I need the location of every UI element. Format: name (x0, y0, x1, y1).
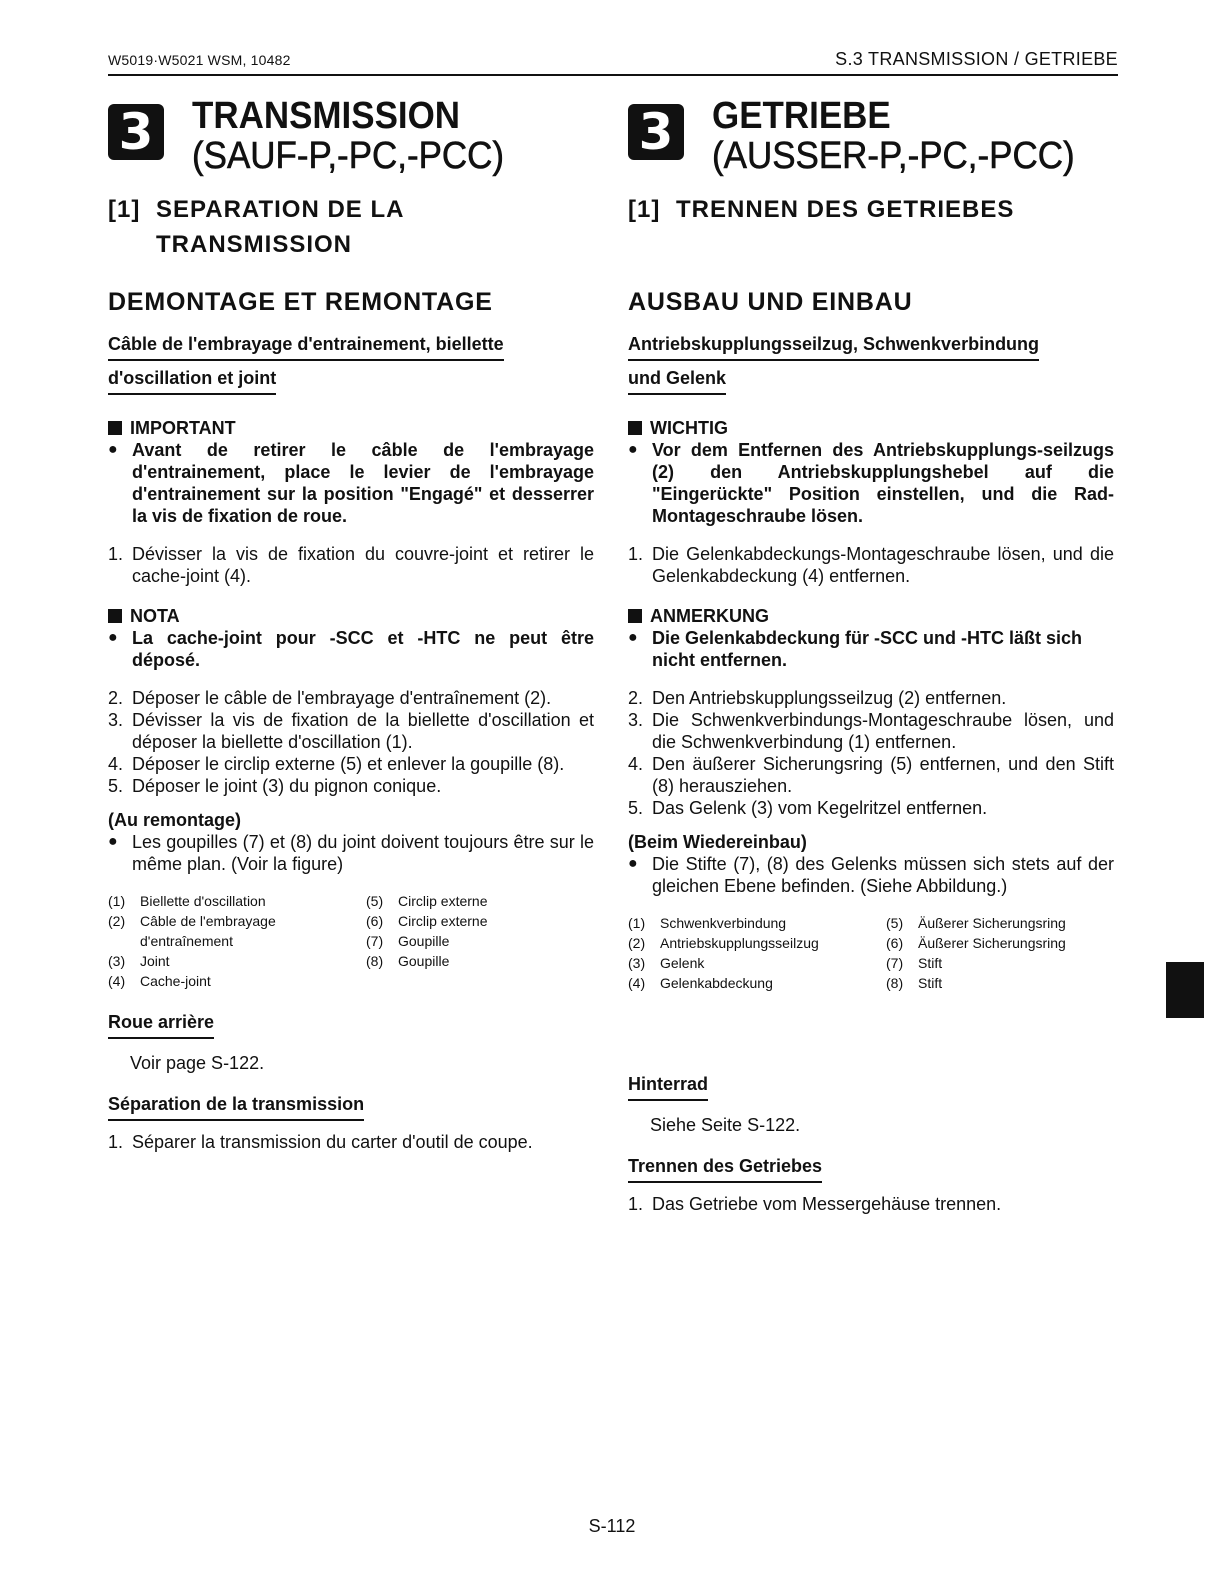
legend-item (366, 931, 594, 951)
legend-key: (1) (628, 915, 646, 931)
square-bullet-icon (628, 421, 642, 435)
step-text: Séparer la transmission du carter d'outil de coupe. (132, 1132, 533, 1152)
legend-value: Schwenkverbindung (660, 915, 787, 931)
french-column (108, 96, 594, 1153)
parts-legend-fr (108, 891, 594, 991)
legend-key: (7) (366, 933, 384, 949)
legend-value: Goupille (398, 953, 450, 969)
legend-item (108, 951, 366, 971)
topic-heading-line1: Câble de l'embrayage d'entrainement, biellette (108, 331, 504, 361)
step-number: 3. (108, 710, 124, 730)
legend-value: Câble de l'embrayage d'entraînement (140, 913, 276, 949)
step-text: Die Schwenkverbindungs-Montageschraube lösen, und die Schwenkverbindung (1) entfernen. (652, 710, 1114, 752)
chapter-title-line2: (SAUF-P,-PC,-PCC) (192, 135, 505, 177)
step-text: Das Gelenk (3) vom Kegelritzel entfernen. (652, 798, 988, 818)
chapter-number-badge: 3 (628, 104, 684, 160)
chapter-title-text (192, 96, 504, 176)
important-note-text: Vor dem Entfernen des Antriebskupplungs-seilzugs (2) den Antriebskupplungshebel auf die "Eingerückte" Position einstellen, und die Rad-Montageschraube lösen. (652, 440, 1114, 526)
bullet-icon: ● (108, 441, 118, 458)
topic-heading-de (628, 331, 1114, 399)
list-item (628, 797, 1114, 819)
legend-value: Äußerer Sicherungsring (918, 935, 1066, 951)
step-1-fr (108, 543, 594, 587)
chapter-title-text (712, 96, 1075, 176)
step-text: Den Antriebskupplungsseilzug (2) entfernen. (652, 688, 1007, 708)
topic-heading: Trennen des Getriebes (628, 1153, 822, 1183)
header-rule (108, 74, 1118, 76)
bullet-icon: ● (628, 855, 638, 872)
legend-key: (3) (628, 955, 646, 971)
nota-label-text: NOTA (130, 606, 180, 626)
important-label-de (628, 417, 1114, 439)
step-number: 2. (108, 688, 124, 708)
reassembly-note-text: Die Stifte (7), (8) des Gelenks müssen sich stets auf der gleichen Ebene befinden. (Siehe Abbildung.) (652, 854, 1114, 896)
subsection-heading-de: AUSBAU UND EINBAU (628, 288, 913, 316)
legend-key: (1) (108, 893, 126, 909)
nota-label-de (628, 605, 1114, 627)
list-item (628, 687, 1114, 709)
step-number: 1. (108, 544, 124, 564)
list-item (108, 775, 594, 797)
section-title: TRENNEN DES GETRIEBES (676, 196, 1015, 223)
legend-item (628, 953, 886, 973)
step-text: Dévisser la vis de fixation du couvre-joint et retirer le cache-joint (4). (132, 544, 594, 586)
chapter-thumb-tab (1166, 962, 1204, 1018)
nota-note-text: La cache-joint pour -SCC et -HTC ne peut être déposé. (132, 628, 594, 670)
legend-item (108, 911, 366, 951)
legend-item (886, 913, 1114, 933)
reassembly-note-text: Les goupilles (7) et (8) du joint doivent toujours être sur le même plan. (Voir la figure) (132, 832, 594, 874)
legend-item (108, 971, 366, 991)
legend-key: (6) (886, 935, 904, 951)
legend-value: Goupille (398, 933, 450, 949)
rear-wheel-text-fr: Voir page S-122. (130, 1053, 265, 1073)
legend-value: Joint (140, 953, 170, 969)
steps-list-de (628, 687, 1114, 819)
chapter-title-fr (108, 96, 594, 192)
step-number: 1. (108, 1132, 124, 1152)
topic-heading-fr (108, 331, 594, 399)
section-heading-fr (108, 192, 594, 262)
bullet-icon: ● (108, 629, 118, 646)
important-note-de (628, 439, 1114, 527)
legend-value: Gelenk (660, 955, 705, 971)
step-number: 1. (628, 1194, 644, 1214)
rear-wheel-heading-de (628, 1071, 1114, 1105)
list-item (108, 687, 594, 709)
separation-step-fr (108, 1131, 594, 1153)
topic-heading: Séparation de la transmission (108, 1091, 364, 1121)
chapter-title-line1: GETRIEBE (712, 95, 891, 137)
step-number: 3. (628, 710, 644, 730)
page-number: S-112 (588, 1516, 636, 1536)
step-text: Den äußerer Sicherungsring (5) entfernen, und den Stift (8) herausziehen. (652, 754, 1114, 796)
chapter-number-badge: 3 (108, 104, 164, 160)
bullet-icon: ● (108, 833, 118, 850)
subsection-heading-fr: DEMONTAGE ET REMONTAGE (108, 288, 493, 316)
legend-key: (5) (366, 893, 384, 909)
legend-item (628, 933, 886, 953)
separation-heading-fr (108, 1091, 594, 1125)
legend-item (886, 933, 1114, 953)
separation-step-de (628, 1193, 1114, 1215)
legend-value: Stift (918, 955, 943, 971)
topic-heading-line2: d'oscillation et joint (108, 365, 276, 395)
legend-value: Äußerer Sicherungsring (918, 915, 1066, 931)
important-label-fr (108, 417, 594, 439)
legend-value: Cache-joint (140, 973, 211, 989)
step-text: Déposer le joint (3) du pignon conique. (132, 776, 442, 796)
step-number: 5. (628, 798, 644, 818)
legend-key: (2) (628, 935, 646, 951)
step-text: Dévisser la vis de fixation de la biellette d'oscillation et déposer la biellette d'oscillation (1). (132, 710, 594, 752)
step-text: Das Getriebe vom Messergehäuse trennen. (652, 1194, 1002, 1214)
legend-item (628, 973, 886, 993)
reassembly-note-fr (108, 831, 594, 875)
legend-item (886, 973, 1114, 993)
step-number: 5. (108, 776, 124, 796)
topic-heading: Hinterrad (628, 1071, 708, 1101)
step-text: Die Gelenkabdeckungs-Montageschraube lösen, und die Gelenkabdeckung (4) entfernen. (652, 544, 1114, 586)
square-bullet-icon (628, 609, 642, 623)
legend-value: Antriebskupplungsseilzug (660, 935, 819, 951)
parts-legend-de (628, 913, 1114, 993)
nota-label-fr (108, 605, 594, 627)
rear-wheel-heading-fr (108, 1009, 594, 1043)
chapter-title-line1: TRANSMISSION (192, 95, 461, 137)
section-number: [1] (628, 196, 661, 223)
legend-key: (3) (108, 953, 126, 969)
legend-value: Gelenkabdeckung (660, 975, 773, 991)
list-item (628, 753, 1114, 797)
square-bullet-icon (108, 609, 122, 623)
list-item (628, 709, 1114, 753)
legend-key: (8) (366, 953, 384, 969)
legend-item (366, 911, 594, 931)
important-note-fr (108, 439, 594, 527)
legend-item (886, 953, 1114, 973)
legend-value: Circlip externe (398, 913, 488, 929)
section-heading-de (628, 192, 1114, 227)
square-bullet-icon (108, 421, 122, 435)
step-number: 1. (628, 544, 644, 564)
important-label-text: IMPORTANT (130, 418, 236, 438)
reassembly-label-de: (Beim Wiedereinbau) (628, 832, 807, 852)
topic-heading-line1: Antriebskupplungsseilzug, Schwenkverbindung (628, 331, 1039, 361)
document-reference: W5019·W5021 WSM, 10482 (108, 52, 291, 68)
legend-item (108, 891, 366, 911)
german-column (628, 96, 1114, 1215)
steps-list-fr (108, 687, 594, 797)
legend-value: Circlip externe (398, 893, 488, 909)
legend-key: (8) (886, 975, 904, 991)
step-number: 4. (628, 754, 644, 774)
legend-item (628, 913, 886, 933)
step-text: Déposer le circlip externe (5) et enlever la goupille (8). (132, 754, 565, 774)
separation-heading-de (628, 1153, 1114, 1187)
step-number: 4. (108, 754, 124, 774)
section-header: S.3 TRANSMISSION / GETRIEBE (835, 49, 1118, 69)
legend-key: (4) (108, 973, 126, 989)
step-text: Déposer le câble de l'embrayage d'entraînement (2). (132, 688, 552, 708)
section-title: SEPARATION DE LA TRANSMISSION (156, 196, 404, 258)
important-note-text: Avant de retirer le câble de l'embrayage d'entrainement, place le levier de l'embrayage d'entrainement sur la position "Engagé" et desserrer la vis de fixation de roue. (132, 440, 594, 526)
legend-key: (7) (886, 955, 904, 971)
legend-key: (6) (366, 913, 384, 929)
chapter-title-line2: (AUSSER-P,-PC,-PCC) (712, 135, 1075, 177)
bullet-icon: ● (628, 629, 638, 646)
legend-value: Biellette d'oscillation (140, 893, 266, 909)
legend-value: Stift (918, 975, 943, 991)
list-item (108, 753, 594, 775)
legend-key: (5) (886, 915, 904, 931)
nota-note-text: Die Gelenkabdeckung für -SCC und -HTC läßt sich nicht entfernen. (652, 628, 1083, 670)
reassembly-label-fr: (Au remontage) (108, 810, 242, 830)
chapter-title-de (628, 96, 1114, 192)
legend-item (366, 951, 594, 971)
important-label-text: WICHTIG (650, 418, 728, 438)
rear-wheel-text-de: Siehe Seite S-122. (650, 1115, 801, 1135)
nota-note-fr (108, 627, 594, 671)
list-item (108, 709, 594, 753)
legend-key: (4) (628, 975, 646, 991)
topic-heading: Roue arrière (108, 1009, 214, 1039)
topic-heading-line2: und Gelenk (628, 365, 726, 395)
nota-note-de (628, 627, 1114, 671)
bullet-icon: ● (628, 441, 638, 458)
legend-item (366, 891, 594, 911)
legend-key: (2) (108, 913, 126, 929)
reassembly-note-de (628, 853, 1114, 897)
step-number: 2. (628, 688, 644, 708)
nota-label-text: ANMERKUNG (650, 606, 769, 626)
step-1-de (628, 543, 1114, 587)
section-number: [1] (108, 196, 141, 223)
